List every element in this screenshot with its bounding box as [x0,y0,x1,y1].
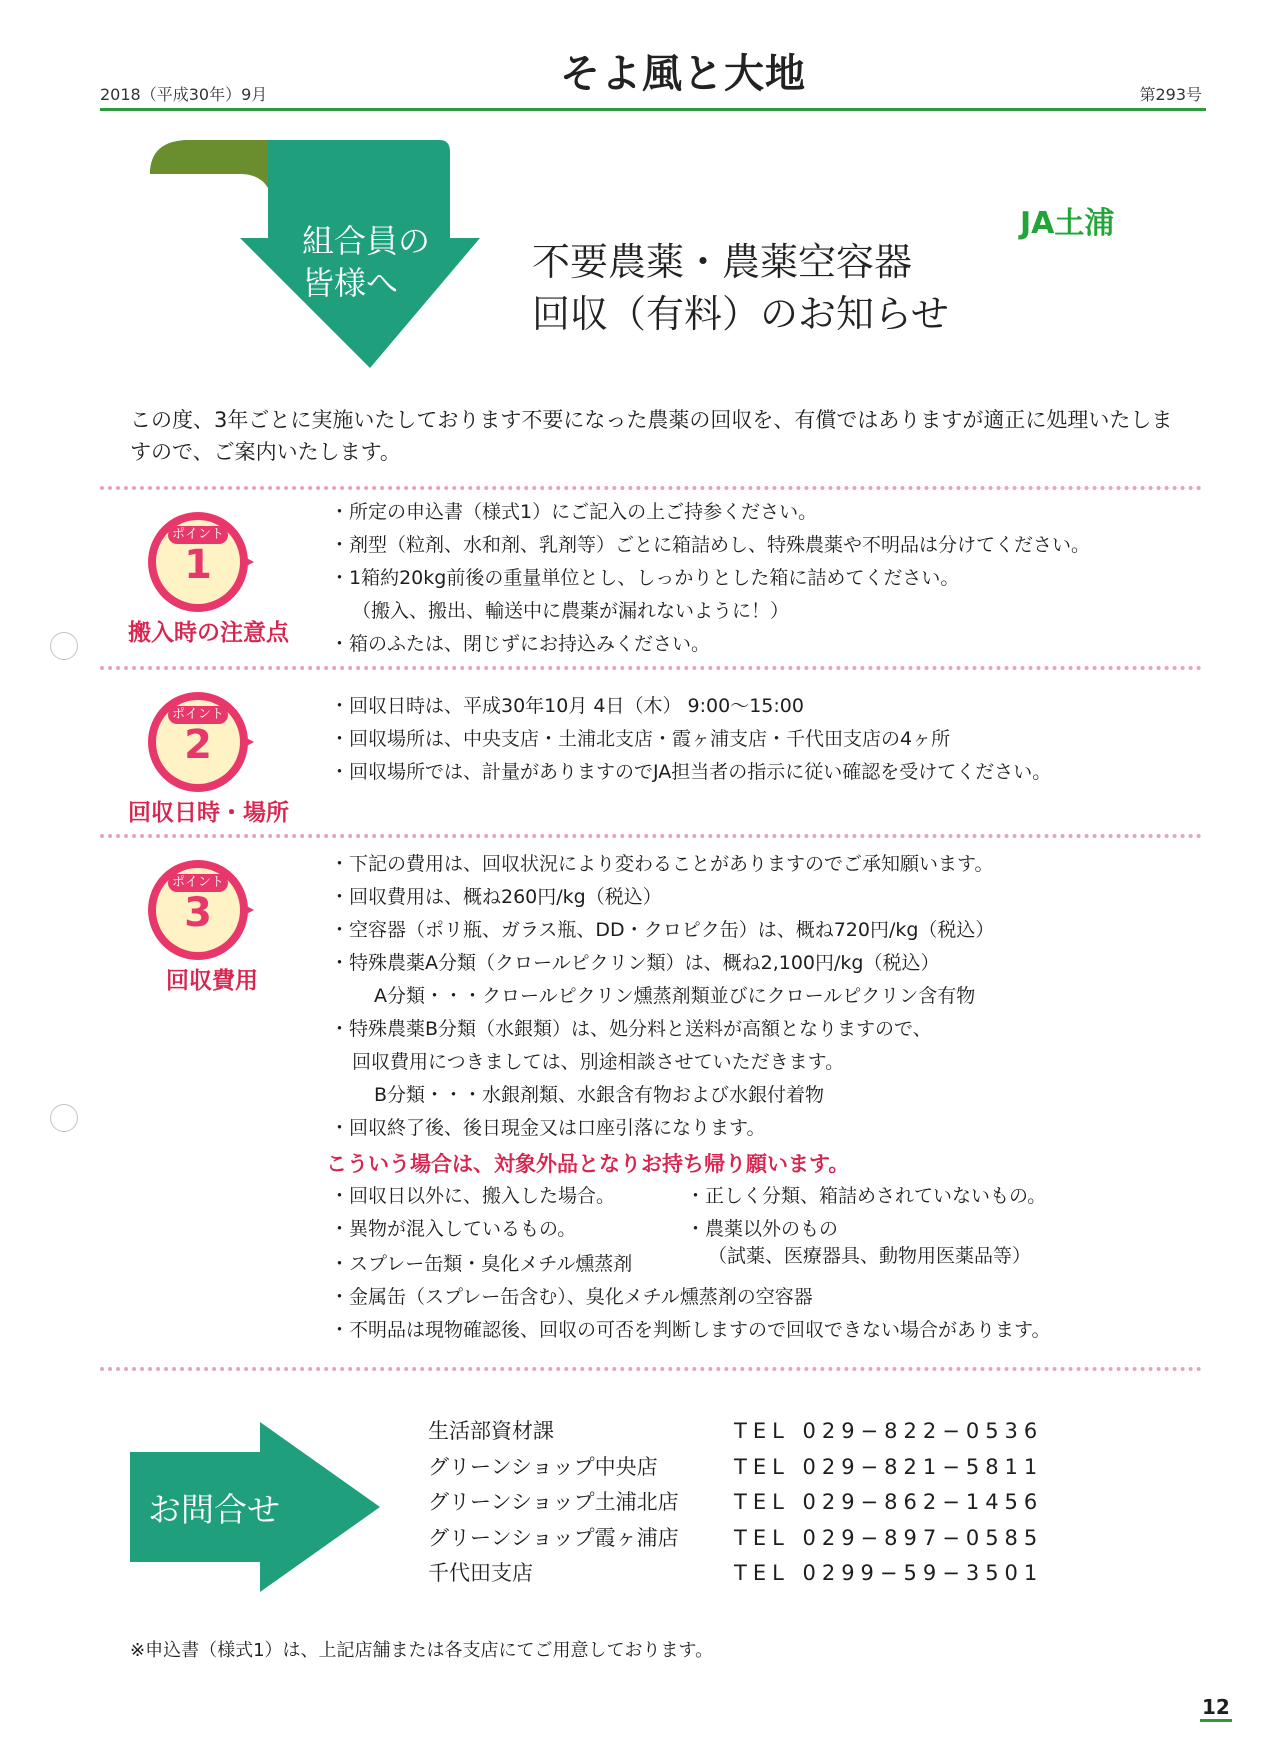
binder-hole [50,632,78,660]
newsletter-logo: そよ風と大地 [560,50,806,97]
point-tag: ポイント [168,526,228,544]
list-item: ・正しく分類、箱詰めされていないもの。 [686,1185,1047,1207]
exclusion-list-full [330,1281,1050,1347]
section-title: 搬入時の注意点 [128,620,289,646]
page-number: 12 [1200,1695,1232,1722]
list-item: ・剤型（粒剤、水和剤、乳剤等）ごとに箱詰めし、特殊農薬や不明品は分けてください。 [330,534,1091,556]
contact-name: グリーンショップ土浦北店 [428,1490,679,1514]
header-divider [100,108,1206,111]
dotted-divider [100,486,1202,490]
point-number: 3 [184,890,212,936]
banner-line: 組合員の [302,222,431,260]
list-item: 回収費用につきましては、別途相談させていただきます。 [352,1051,845,1073]
contact-row [428,1450,1068,1486]
contact-list [428,1414,1068,1592]
list-item: ・回収場所は、中央支店・土浦北支店・霞ヶ浦支店・千代田支店の4ヶ所 [330,728,951,750]
binder-hole [50,1104,78,1132]
point-number: 1 [184,542,212,588]
list-item: （試薬、医療器具、動物用医薬品等） [708,1245,1032,1267]
contact-name: 生活部資材課 [428,1419,554,1443]
exclusion-heading: こういう場合は、対象外品となりお持ち帰り願います。 [326,1152,850,1176]
list-item: ・箱のふたは、閉じずにお持込みください。 [330,633,711,655]
section-title: 回収費用 [166,968,258,994]
list-item: ・回収日以外に、搬入した場合。 [330,1185,616,1207]
list-item: ・異物が混入しているもの。 [330,1218,577,1240]
point-tag: ポイント [168,706,228,724]
point-tag: ポイント [168,874,228,892]
point-list [330,496,1090,661]
list-item: ・スプレー缶類・臭化メチル燻蒸剤 [330,1253,633,1275]
title-line: 不要農薬・農薬空容器 [532,240,913,284]
list-item: A分類・・・クロールピクリン燻蒸剤類並びにクロールピクリン含有物 [374,985,976,1007]
list-item: ・空容器（ポリ瓶、ガラス瓶、DD・クロピク缶）は、概ね720円/kg（税込） [330,919,995,941]
point-badge [148,512,258,612]
section-title: 回収日時・場所 [128,800,289,826]
point-list [330,690,1051,789]
list-item: ・1箱約20kg前後の重量単位とし、しっかりとした箱に詰めてください。 [330,567,960,589]
list-item: ・特殊農薬A分類（クロールピクリン類）は、概ね2,100円/kg（税込） [330,952,940,974]
contact-row [428,1485,1068,1521]
contact-name: グリーンショップ中央店 [428,1454,658,1479]
list-item: ・回収場所では、計量がありますのでJA担当者の指示に従い確認を受けてください。 [330,761,1052,783]
list-item: ・下記の費用は、回収状況により変わることがありますのでご承知願います。 [330,853,994,875]
exclusion-list-left [330,1180,632,1281]
list-item: B分類・・・水銀剤類、水銀含有物および水銀付着物 [374,1084,825,1106]
dotted-divider [100,1367,1202,1371]
contact-phone: TEL 029−822−0536 [734,1419,1044,1443]
contact-phone: TEL 029−862−1456 [734,1490,1044,1514]
list-item: ・所定の申込書（様式1）にご記入の上ご持参ください。 [330,501,818,523]
dotted-divider [100,834,1202,838]
list-item: ・金属缶（スプレー缶含む）、臭化メチル燻蒸剤の空容器 [330,1286,813,1308]
banner-text [302,220,452,304]
list-item: ・特殊農薬B分類（水銀類）は、処分料と送料が高額となりますので、 [330,1018,932,1040]
contact-name: 千代田支店 [428,1561,533,1585]
intro-text: この度、3年ごとに実施いたしております不要になった農薬の回収を、有償ではありますが適正に処理いたしますので、ご案内いたします。 [130,408,1173,464]
contact-row [428,1414,1068,1450]
list-item: （搬入、搬出、輸送中に農薬が漏れないように！） [352,600,790,622]
contact-phone: TEL 029−821−5811 [734,1454,1044,1479]
contact-phone: TEL 029−897−0585 [734,1525,1044,1550]
dotted-divider [100,666,1202,670]
point-list [330,848,994,1145]
list-item: ・不明品は現物確認後、回収の可否を判断しますので回収できない場合があります。 [330,1319,1051,1341]
banner-line: 皆様へ [302,264,399,302]
issue-number: 第293号 [1139,85,1202,104]
contact-label: お問合せ [148,1490,280,1529]
contact-row [428,1556,1068,1592]
exclusion-list-right [686,1180,1046,1273]
contact-row [428,1521,1068,1557]
title-line: 回収（有料）のお知らせ [532,292,949,336]
list-item: ・回収日時は、平成30年10月 4日（木） 9:00～15:00 [330,695,804,717]
contact-phone: TEL 0299−59−3501 [734,1561,1044,1585]
issue-date: 2018（平成30年）9月 [100,85,268,104]
page-title [532,236,949,340]
point-number: 2 [184,722,212,768]
list-item: ・回収終了後、後日現金又は口座引落になります。 [330,1117,766,1139]
point-badge [148,860,258,960]
title-banner [150,138,510,370]
organization-name: JA土浦 [1020,206,1115,241]
list-item: ・回収費用は、概ね260円/kg（税込） [330,886,662,908]
contact-name: グリーンショップ霞ヶ浦店 [428,1525,679,1550]
list-item: ・農薬以外のもの [686,1218,839,1240]
point-badge [148,692,258,792]
footnote: ※申込書（様式1）は、上記店舗または各支店にてご用意しております。 [130,1640,714,1661]
